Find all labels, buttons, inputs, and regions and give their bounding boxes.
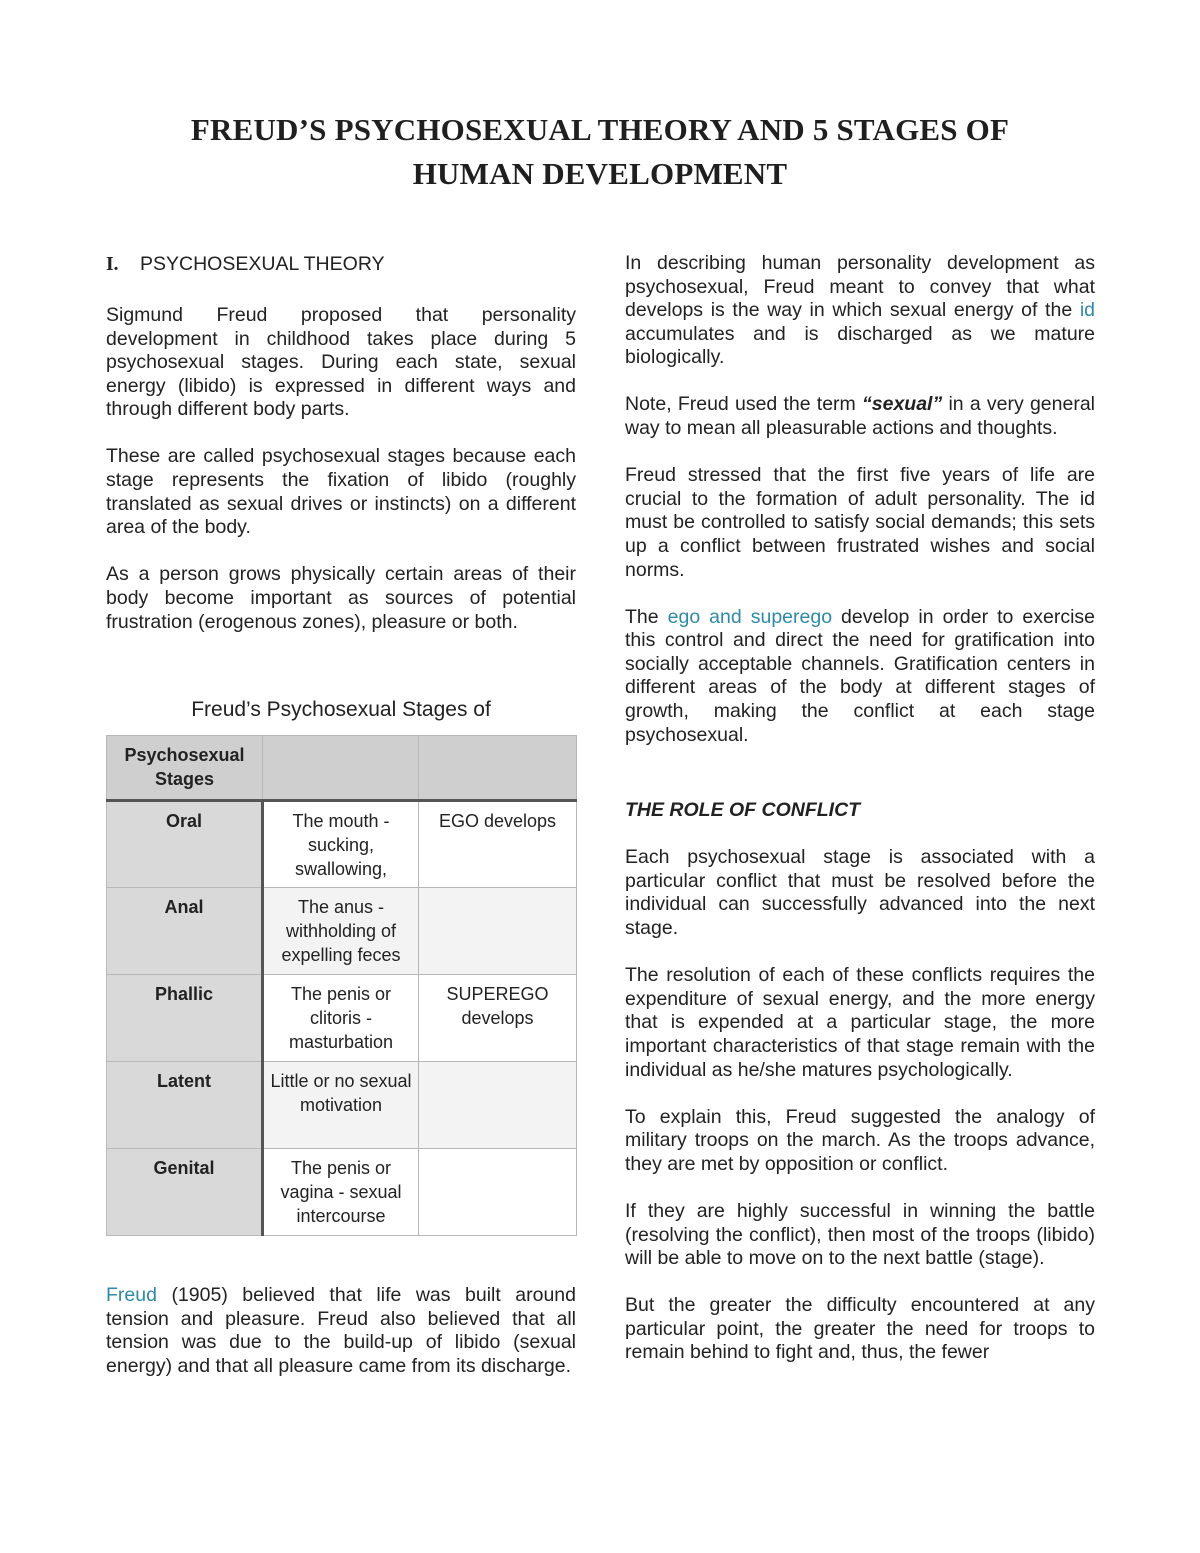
stage-name-cell: Anal [107, 888, 263, 975]
note-cell [419, 888, 577, 975]
text-span: Note, Freud used the term [625, 393, 863, 416]
note-cell: EGO develops [419, 801, 577, 888]
table-header-cell [263, 736, 419, 801]
section-heading [106, 252, 576, 277]
paragraph-note-sexual [625, 393, 1095, 440]
zone-cell [263, 1149, 419, 1236]
paragraph-intro: Sigmund Freud proposed that personality development in childhood takes place during 5 psychosexual stages. During each state, sexual energy (libido) is expressed in different ways and through different body parts. [106, 304, 576, 421]
table-row [107, 1062, 577, 1149]
table-header-cell: Psychosexual Stages [107, 736, 263, 801]
zone-cell [263, 975, 419, 1062]
right-column [625, 252, 1095, 1388]
table-caption: Freud’s Psychosexual Stages of [191, 698, 491, 721]
text-span: In describing human personality development as psychosexual, Freud meant to convey that what develops is the way in which sexual energy of the [625, 252, 1095, 322]
ego-superego-link[interactable]: ego and superego [667, 605, 833, 628]
title-line-1: FREUD’S PSYCHOSEXUAL THEORY AND 5 STAGES OF [190, 112, 1010, 147]
zone-text: The anus - withholding of expelling feces [281, 897, 401, 965]
zone-text: The mouth - sucking, swallowing, [292, 811, 390, 879]
zone-text: Little or no sexual motivation [270, 1071, 412, 1115]
text-span: develop in order to exercise this control and direct the need for gratification into socially acceptable channels. Gratification centers in different areas of the body at different stages of growth, making the conflict at each stage psychosexual. [625, 605, 1096, 746]
text-span: in a very general way to mean all pleasurable actions and thoughts. [625, 393, 1095, 440]
zone-text: The penis or vagina - sexual intercourse [280, 1158, 402, 1226]
role-of-conflict-heading: THE ROLE OF CONFLICT [625, 799, 861, 822]
text-span: accumulates and is discharged as we mature biologically. [625, 322, 1095, 369]
table-header-cell [419, 736, 577, 801]
zone-text: The penis or clitoris - masturbation [288, 984, 394, 1052]
note-cell [419, 1149, 577, 1236]
freud-1905-text: (1905) believed that life was built around tension and pleasure. Freud also believed that all tension was due to the build-up of libido (sexual energy) and that all pleasure came from its discharge. [106, 1284, 576, 1377]
freud-link[interactable]: Freud [106, 1284, 157, 1306]
paragraph-successful-battle: If they are highly successful in winning the battle (resolving the conflict), then most of the troops (libido) will be able to move on to the next battle (stage). [625, 1199, 1095, 1270]
stage-name-cell: Oral [107, 801, 263, 888]
note-cell: SUPEREGO develops [419, 975, 577, 1062]
table-row [107, 801, 577, 888]
note-cell [419, 1062, 577, 1149]
paragraph-describing [625, 252, 1095, 370]
paragraph-freud-1905 [106, 1284, 576, 1378]
title-line-2: HUMAN DEVELOPMENT [412, 156, 788, 191]
text-span: The [625, 605, 668, 628]
paragraph-first-five-years: Freud stressed that the first five years of life are crucial to the formation of adult personality. The id must be controlled to satisfy social demands; this sets up a conflict between frustrated wishes and social norms. [625, 464, 1095, 581]
table-row [107, 1149, 577, 1236]
paragraph-greater-difficulty: But the greater the difficulty encountered at any particular point, the greater the need for troops to remain behind to fight and, thus, the fewer [625, 1294, 1095, 1364]
table-header-row [107, 736, 577, 801]
id-link[interactable]: id [1079, 299, 1095, 322]
paragraph-stages-explained: These are called psychosexual stages because each stage represents the fixation of libido (roughly translated as sexual drives or instincts) on a different area of the body. [106, 445, 576, 539]
left-column [106, 252, 576, 658]
emphasis-sexual: “sexual” [862, 393, 943, 416]
page-title [100, 108, 1100, 196]
stage-name-cell: Genital [107, 1149, 263, 1236]
section-title: PSYCHOSEXUAL THEORY [140, 253, 385, 275]
section-number: I. [106, 254, 119, 275]
paragraph-analogy: To explain this, Freud suggested the analogy of military troops on the march. As the troops advance, they are met by opposition or conflict. [625, 1105, 1095, 1175]
zone-cell [263, 801, 419, 888]
paragraph-erogenous-zones: As a person grows physically certain areas of their body become important as sources of potential frustration (erogenous zones), pleasure or both. [106, 563, 576, 633]
zone-cell [263, 1062, 419, 1149]
paragraph-ego-superego [625, 606, 1095, 748]
table-row [107, 888, 577, 975]
table-row [107, 975, 577, 1062]
stage-name-cell: Phallic [107, 975, 263, 1062]
stages-table [106, 735, 577, 1236]
paragraph-conflict-stage: Each psychosexual stage is associated with a particular conflict that must be resolved before the individual can successfully advanced into the next stage. [625, 846, 1095, 940]
stage-name-cell: Latent [107, 1062, 263, 1149]
zone-cell [263, 888, 419, 975]
paragraph-resolution: The resolution of each of these conflicts requires the expenditure of sexual energy, and the more energy that is expended at a particular stage, the more important characteristics of that stage remain with the individual as he/she matures psychologically. [625, 964, 1095, 1081]
